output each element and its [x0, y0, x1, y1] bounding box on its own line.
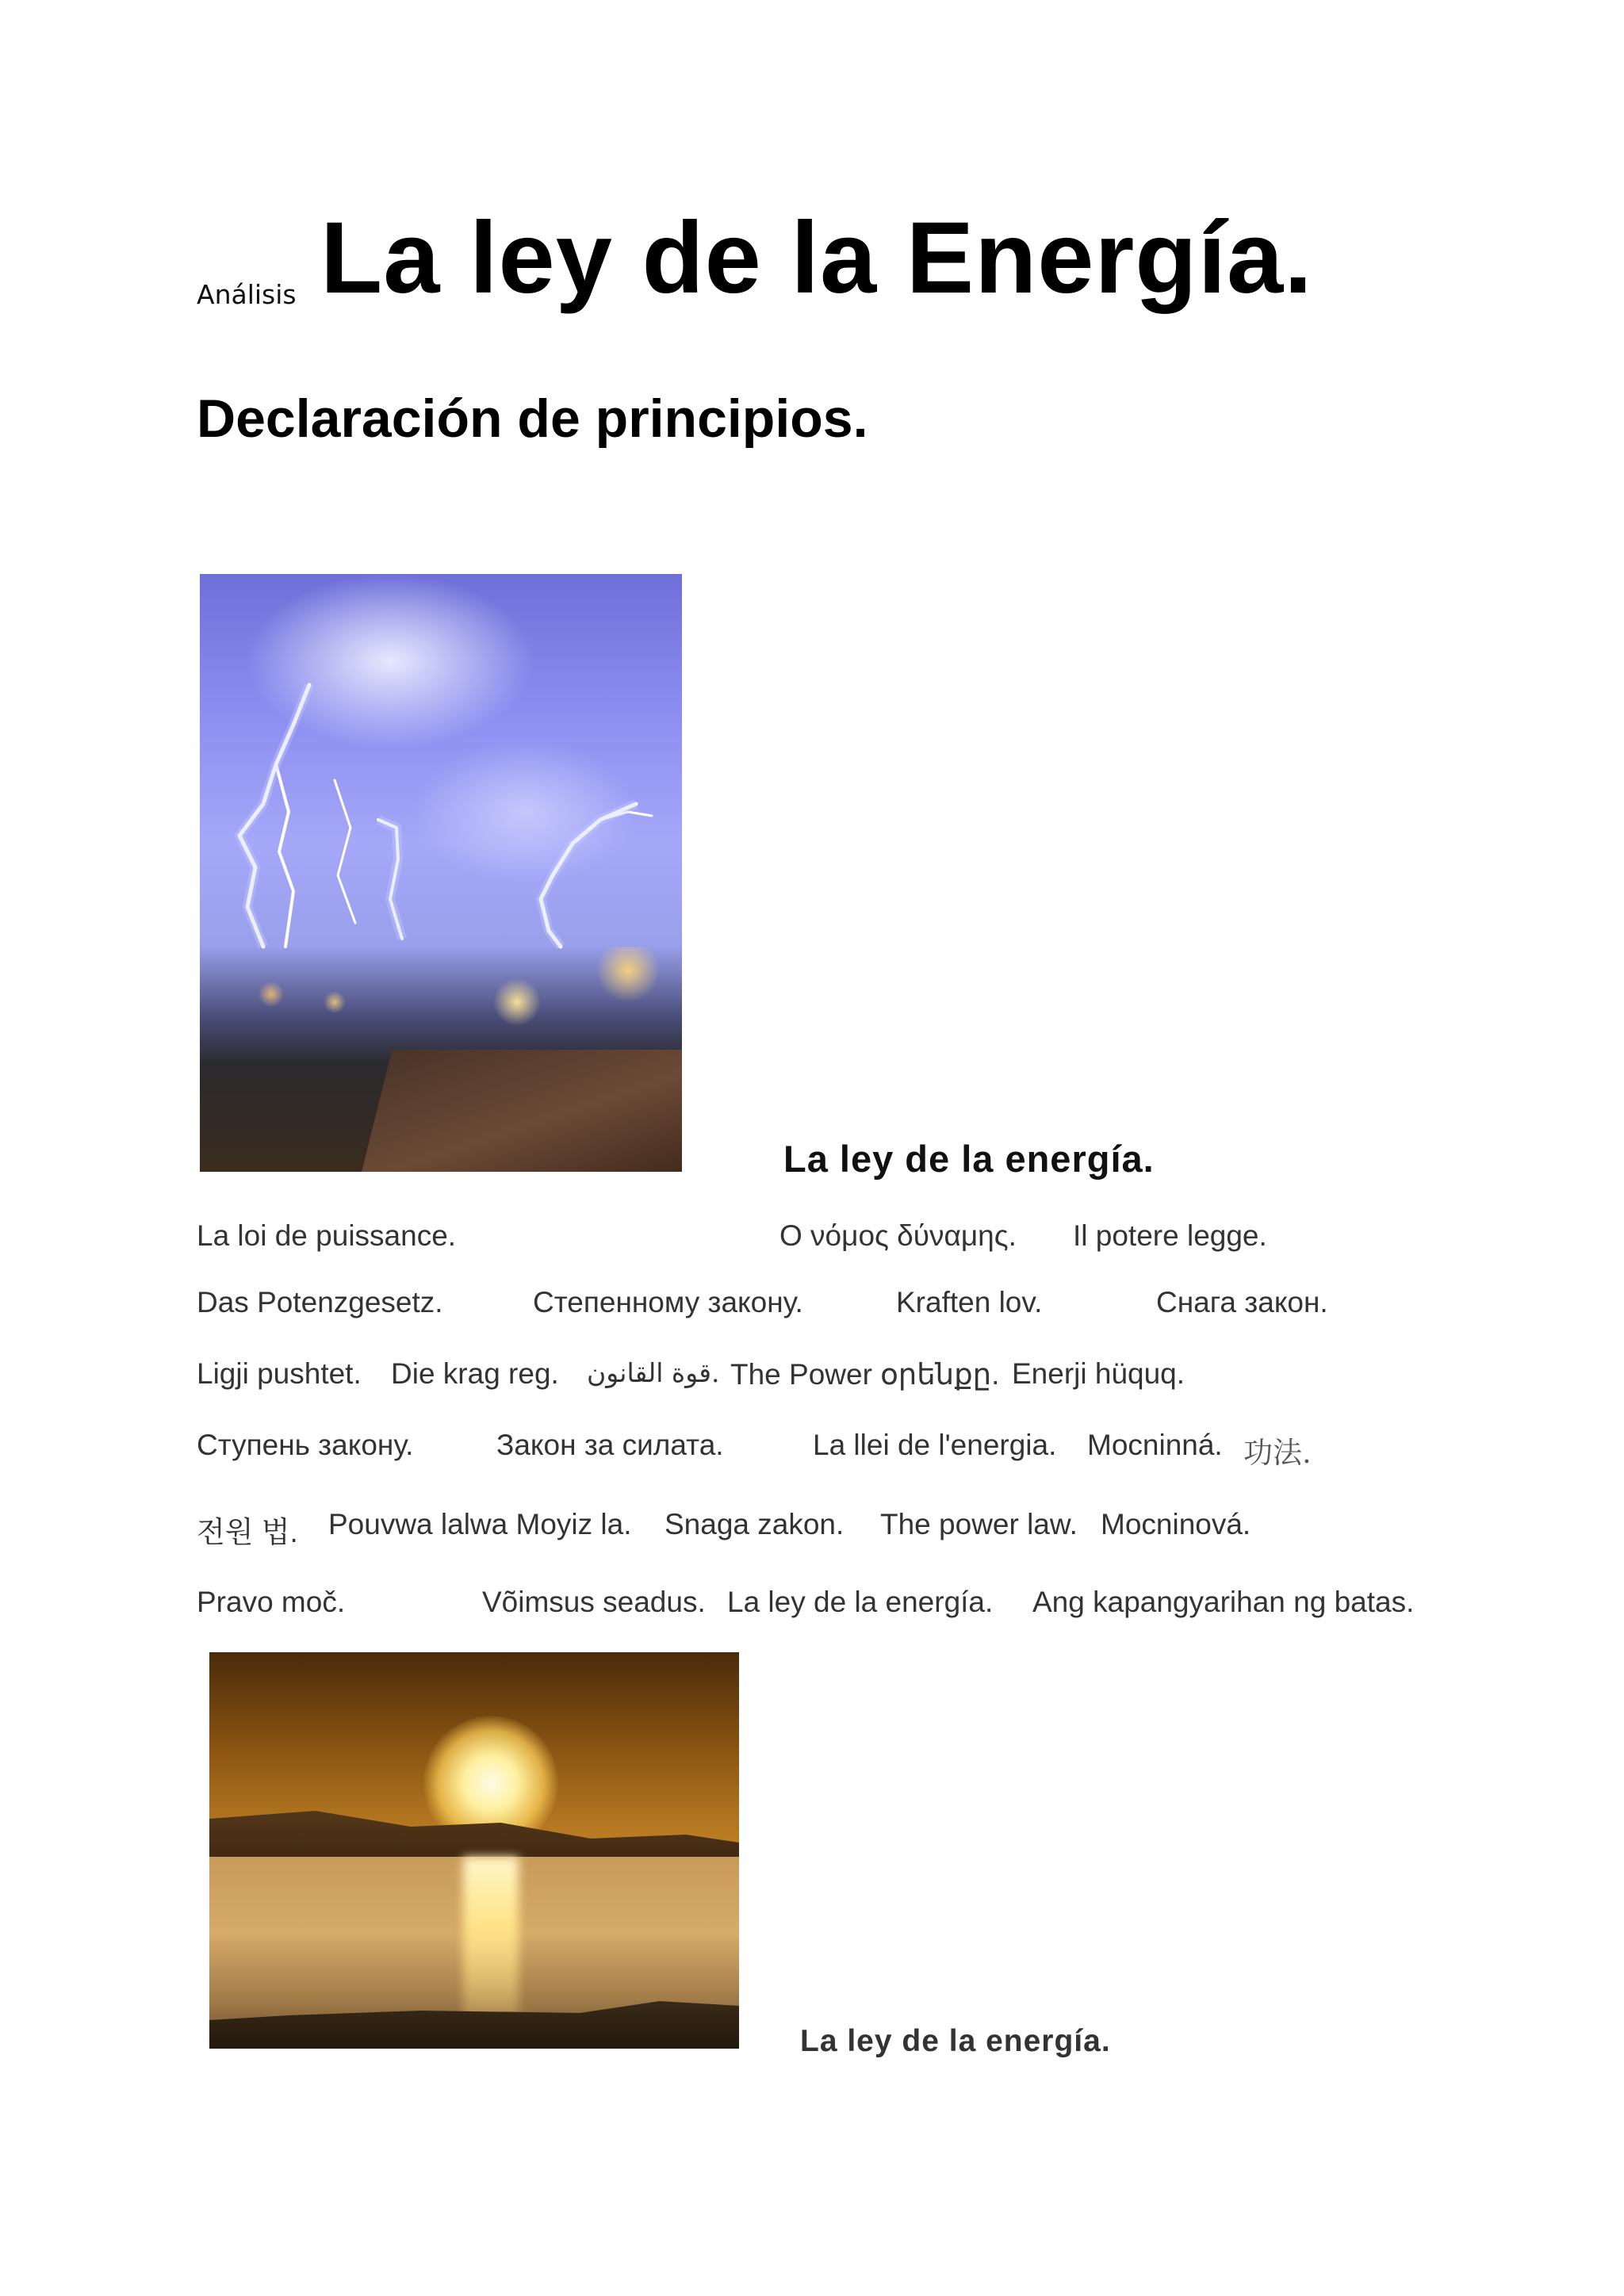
translation-german: Das Potenzgesetz. [197, 1286, 443, 1318]
page-title: La ley de la Energía. [320, 201, 1313, 315]
sun-reflection [463, 1857, 519, 2023]
translation-norwegian: Kraften lov. [896, 1286, 1043, 1318]
translation-azerbaijani: Enerji hüquq. [1012, 1357, 1185, 1390]
translation-ukrainian: Ступень закону. [197, 1429, 414, 1461]
translation-slovak: Mocninová. [1101, 1508, 1251, 1540]
translation-albanian: Ligji pushtet. [197, 1357, 362, 1390]
translation-estonian: Võimsus seadus. [482, 1586, 706, 1618]
lightning-bolts-graphic [200, 574, 682, 1172]
translation-filipino: Ang kapangyarihan ng batas. [1032, 1586, 1415, 1618]
translation-english: The power law. [880, 1508, 1078, 1540]
translation-chinese: 功法. [1243, 1436, 1312, 1470]
sunset-over-water-photo [209, 1652, 739, 2049]
translation-spanish: La ley de la energía. [727, 1586, 994, 1618]
translation-italian: Il potere legge. [1073, 1219, 1267, 1252]
translation-greek: Ο νόμος δύναμης. [779, 1219, 1017, 1252]
translation-armenian: The Power օրենքը. [730, 1358, 1000, 1391]
translation-arabic: قوة القانون. [587, 1357, 720, 1388]
translation-haitian-creole: Pouvwa lalwa Moyiz la. [328, 1508, 632, 1540]
translation-czech: Mocninná. [1087, 1429, 1223, 1461]
translation-serbian: Снага закон. [1156, 1286, 1328, 1318]
translation-russian: Степенному закону. [533, 1286, 803, 1318]
translation-french: La loi de puissance. [197, 1219, 457, 1252]
caption-energy-law-1: La ley de la energía. [783, 1138, 1155, 1180]
translation-catalan: La llei de l'energia. [813, 1429, 1057, 1461]
translation-slovenian: Pravo moč. [197, 1586, 346, 1618]
translation-afrikaans: Die krag reg. [391, 1357, 559, 1390]
caption-energy-law-2: La ley de la energía. [800, 2024, 1111, 2058]
header-kicker: Análisis [197, 279, 297, 310]
lightning-storm-photo [200, 574, 682, 1172]
translation-croatian: Snaga zakon. [665, 1508, 845, 1540]
page-subtitle: Declaración de principios. [197, 388, 868, 449]
translation-bulgarian: Закон за силата. [496, 1429, 724, 1461]
translation-korean: 전원 법. [197, 1516, 298, 1548]
